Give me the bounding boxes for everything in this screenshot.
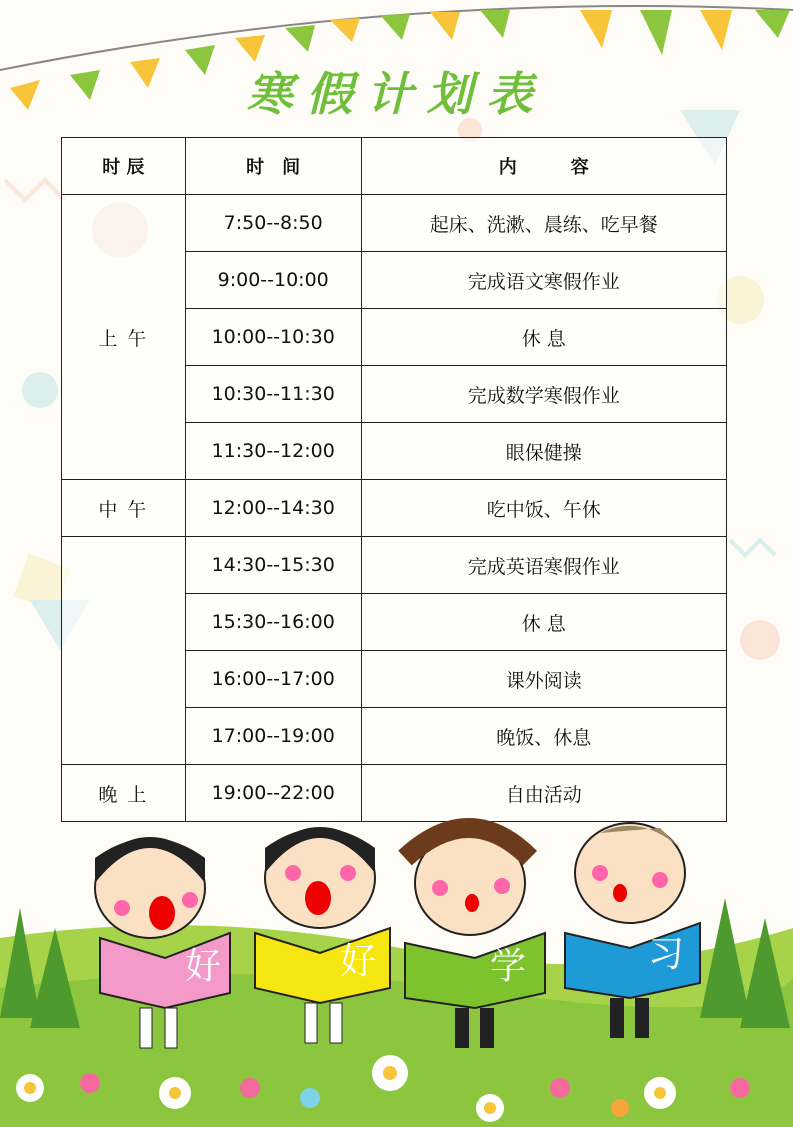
table-row xyxy=(62,765,727,822)
book-char-2: 好 xyxy=(340,941,377,982)
content-cell: 课外阅读 xyxy=(361,651,726,708)
time-cell: 9:00--10:00 xyxy=(185,252,361,309)
content-cell: 吃中饭、午休 xyxy=(361,480,726,537)
time-cell: 15:30--16:00 xyxy=(185,594,361,651)
content-cell: 起床、洗漱、晨练、吃早餐 xyxy=(361,195,726,252)
header-time: 时 间 xyxy=(185,138,361,195)
time-cell: 11:30--12:00 xyxy=(185,423,361,480)
time-cell: 10:00--10:30 xyxy=(185,309,361,366)
content-cell: 晚饭、休息 xyxy=(361,708,726,765)
period-morning: 上 午 xyxy=(62,195,186,480)
book-char-4: 习 xyxy=(648,934,685,975)
period-evening: 晚 上 xyxy=(62,765,186,822)
time-cell: 7:50--8:50 xyxy=(185,195,361,252)
page-title: 寒假计划表 xyxy=(246,67,547,121)
content-cell: 完成英语寒假作业 xyxy=(361,537,726,594)
time-cell: 19:00--22:00 xyxy=(185,765,361,822)
time-cell: 12:00--14:30 xyxy=(185,480,361,537)
time-cell: 14:30--15:30 xyxy=(185,537,361,594)
time-cell: 16:00--17:00 xyxy=(185,651,361,708)
book-char-3: 学 xyxy=(490,946,527,987)
content-cell: 休 息 xyxy=(361,594,726,651)
kids-reading-scene xyxy=(0,818,793,1127)
schedule-table xyxy=(61,137,727,822)
time-cell: 10:30--11:30 xyxy=(185,366,361,423)
content-cell: 完成语文寒假作业 xyxy=(361,252,726,309)
time-cell: 17:00--19:00 xyxy=(185,708,361,765)
content-cell: 自由活动 xyxy=(361,765,726,822)
content-cell: 眼保健操 xyxy=(361,423,726,480)
header-period: 时 辰 xyxy=(62,138,186,195)
header-content: 内 容 xyxy=(361,138,726,195)
period-noon: 中 午 xyxy=(62,480,186,537)
content-cell: 休 息 xyxy=(361,309,726,366)
table-row xyxy=(62,195,727,252)
table-row xyxy=(62,480,727,537)
period-afternoon xyxy=(62,537,186,765)
content-cell: 完成数学寒假作业 xyxy=(361,366,726,423)
book-char-1: 好 xyxy=(185,946,222,987)
table-row xyxy=(62,537,727,594)
table-header-row xyxy=(62,138,727,195)
